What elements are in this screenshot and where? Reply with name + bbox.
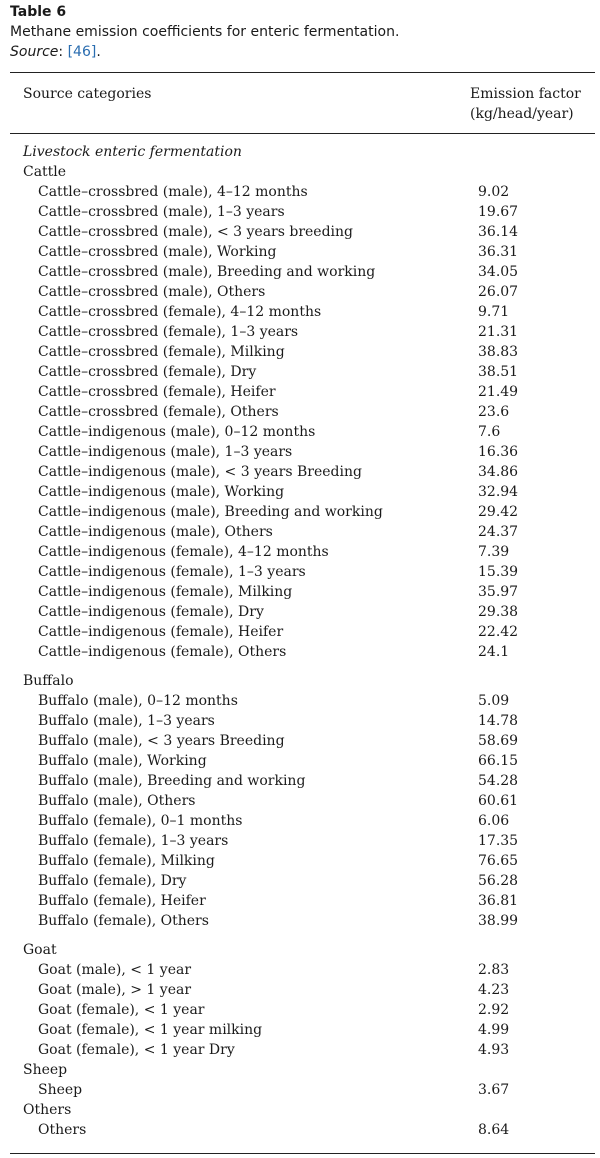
header-source-categories: Source categories [23,86,152,102]
category-cell: Cattle–crossbred (female), Milking [38,344,285,360]
category-cell: Cattle–crossbred (male), 1–3 years [38,204,285,220]
emission-factor-cell: 5.09 [478,693,510,709]
table-row [10,791,595,811]
table-row [10,342,595,362]
emission-factor-cell: 35.97 [478,584,519,600]
emission-factor-cell: 4.93 [478,1042,510,1058]
category-cell: Cattle–crossbred (female), 1–3 years [38,324,299,340]
group-label: Cattle [23,164,67,180]
category-cell: Cattle–indigenous (female), Milking [38,584,293,600]
category-cell: Cattle–crossbred (male), 4–12 months [38,184,308,200]
emission-factor-cell: 2.92 [478,1002,510,1018]
header-emission-factor [470,84,581,124]
source-separator: : [58,44,68,60]
category-cell: Buffalo (male), Breeding and working [38,773,306,789]
header-emission-factor-unit: (kg/head/year) [470,106,574,122]
category-cell: Buffalo (female), 1–3 years [38,833,229,849]
table-row [10,1020,595,1040]
emission-factor-cell: 58.69 [478,733,519,749]
table-row [10,302,595,322]
emission-factor-cell: 38.51 [478,364,519,380]
table-row [10,602,595,622]
emission-factor-cell: 29.38 [478,604,519,620]
emission-factor-cell: 9.71 [478,304,510,320]
emission-factor-cell: 6.06 [478,813,510,829]
table-row [10,262,595,282]
table-top-rule [10,72,595,73]
category-cell: Buffalo (female), Dry [38,873,187,889]
table-row [10,182,595,202]
group-label: Goat [23,942,57,958]
table-row [10,222,595,242]
category-cell: Cattle–crossbred (female), 4–12 months [38,304,322,320]
emission-factor-cell: 14.78 [478,713,519,729]
emission-factor-cell: 4.23 [478,982,510,998]
emission-factor-cell: 8.64 [478,1122,510,1138]
category-cell: Buffalo (male), Working [38,753,207,769]
table-row [10,911,595,931]
category-cell: Cattle–indigenous (male), < 3 years Breeding [38,464,362,480]
table-row [10,751,595,771]
emission-factor-cell: 2.83 [478,962,510,978]
table-row [10,322,595,342]
emission-factor-cell: 21.49 [478,384,519,400]
group-spacer [10,662,595,671]
emission-factor-cell: 3.67 [478,1082,510,1098]
table-row [10,522,595,542]
table-row [10,871,595,891]
category-cell: Buffalo (female), 0–1 months [38,813,243,829]
emission-factor-cell: 29.42 [478,504,519,520]
emission-factor-cell: 60.61 [478,793,519,809]
group-label: Others [23,1102,72,1118]
emission-factor-cell: 16.36 [478,444,519,460]
category-cell: Cattle–indigenous (female), 1–3 years [38,564,306,580]
category-cell: Goat (male), < 1 year [38,962,192,978]
category-cell: Cattle–indigenous (female), Dry [38,604,264,620]
category-cell: Cattle–crossbred (female), Others [38,404,279,420]
category-cell: Cattle–indigenous (female), 4–12 months [38,544,329,560]
category-cell: Cattle–indigenous (female), Others [38,644,287,660]
table-label: Table 6 [10,4,67,20]
table-row [10,242,595,262]
category-cell: Cattle–indigenous (male), 0–12 months [38,424,316,440]
category-cell: Cattle–crossbred (male), < 3 years breeding [38,224,354,240]
emission-factor-cell: 24.37 [478,524,519,540]
table-caption [10,2,595,62]
table-row [10,382,595,402]
table-row [10,851,595,871]
table-row [10,202,595,222]
category-cell: Cattle–crossbred (male), Breeding and working [38,264,376,280]
emission-factor-cell: 76.65 [478,853,519,869]
emission-factor-cell: 34.05 [478,264,519,280]
category-cell: Cattle–crossbred (female), Dry [38,364,257,380]
table-row [10,282,595,302]
table-row [10,362,595,382]
table-row [10,811,595,831]
group-row [10,1060,595,1080]
table-row [10,562,595,582]
table-row [10,1040,595,1060]
source-label: Source [10,44,59,60]
group-spacer [10,931,595,940]
source-end: . [96,44,101,60]
table-row [10,891,595,911]
emission-factor-cell: 38.83 [478,344,519,360]
category-cell: Cattle–indigenous (male), Breeding and working [38,504,383,520]
category-cell: Buffalo (male), 0–12 months [38,693,238,709]
category-cell: Buffalo (female), Milking [38,853,215,869]
table-row [10,1080,595,1100]
table-row [10,502,595,522]
table-row [10,1000,595,1020]
emission-factor-cell: 15.39 [478,564,519,580]
table-row [10,482,595,502]
emission-factor-cell: 36.81 [478,893,519,909]
table-row [10,960,595,980]
table-header-rule [10,133,595,134]
table-row [10,1120,595,1140]
emission-factor-cell: 23.6 [478,404,510,420]
table-row [10,582,595,602]
table-row [10,731,595,751]
category-cell: Buffalo (male), < 3 years Breeding [38,733,285,749]
table-row [10,831,595,851]
category-cell: Cattle–indigenous (female), Heifer [38,624,284,640]
emission-factor-cell: 7.39 [478,544,510,560]
table-row [10,542,595,562]
group-row [10,162,595,182]
group-row [10,671,595,691]
emission-factor-cell: 56.28 [478,873,519,889]
table-bottom-rule [10,1153,595,1154]
category-cell: Cattle–indigenous (male), 1–3 years [38,444,293,460]
category-cell: Buffalo (female), Others [38,913,209,929]
category-cell: Cattle–indigenous (male), Working [38,484,285,500]
category-cell: Cattle–indigenous (male), Others [38,524,273,540]
emission-factor-cell: 54.28 [478,773,519,789]
header-emission-factor-line1: Emission factor [470,86,581,102]
category-cell: Goat (female), < 1 year milking [38,1022,263,1038]
table-row [10,642,595,662]
emission-factor-cell: 36.14 [478,224,519,240]
category-cell: Sheep [38,1082,83,1098]
emission-factor-cell: 32.94 [478,484,519,500]
source-reference-link[interactable]: [46] [67,44,97,60]
emission-factor-cell: 38.99 [478,913,519,929]
emission-factor-cell: 66.15 [478,753,519,769]
table-header [10,76,595,132]
emission-factor-cell: 4.99 [478,1022,510,1038]
category-cell: Buffalo (male), Others [38,793,196,809]
table-source [10,42,595,62]
table-row [10,422,595,442]
category-cell: Cattle–crossbred (female), Heifer [38,384,276,400]
table-row [10,402,595,422]
table-row [10,771,595,791]
emission-factor-cell: 21.31 [478,324,519,340]
emission-factor-cell: 17.35 [478,833,519,849]
emission-factor-cell: 36.31 [478,244,519,260]
table-title: Methane emission coefficients for enteric fermentation. [10,24,400,40]
emission-factor-cell: 9.02 [478,184,510,200]
section-label: Livestock enteric fermentation [23,144,242,160]
table-row [10,462,595,482]
emission-factor-cell: 7.6 [478,424,501,440]
table-row [10,711,595,731]
category-cell: Others [38,1122,87,1138]
table-row [10,442,595,462]
category-cell: Buffalo (male), 1–3 years [38,713,215,729]
category-cell: Buffalo (female), Heifer [38,893,206,909]
table-row [10,622,595,642]
category-cell: Goat (male), > 1 year [38,982,192,998]
group-row [10,1100,595,1120]
group-label: Buffalo [23,673,74,689]
table-body [10,142,595,1140]
category-cell: Cattle–crossbred (male), Others [38,284,266,300]
section-row [10,142,595,162]
emission-factor-cell: 26.07 [478,284,519,300]
category-cell: Cattle–crossbred (male), Working [38,244,277,260]
emission-factor-cell: 34.86 [478,464,519,480]
category-cell: Goat (female), < 1 year [38,1002,205,1018]
table-row [10,691,595,711]
emission-factor-cell: 22.42 [478,624,519,640]
emission-factor-cell: 24.1 [478,644,510,660]
category-cell: Goat (female), < 1 year Dry [38,1042,235,1058]
emission-factor-cell: 19.67 [478,204,519,220]
group-label: Sheep [23,1062,68,1078]
group-row [10,940,595,960]
table-row [10,980,595,1000]
